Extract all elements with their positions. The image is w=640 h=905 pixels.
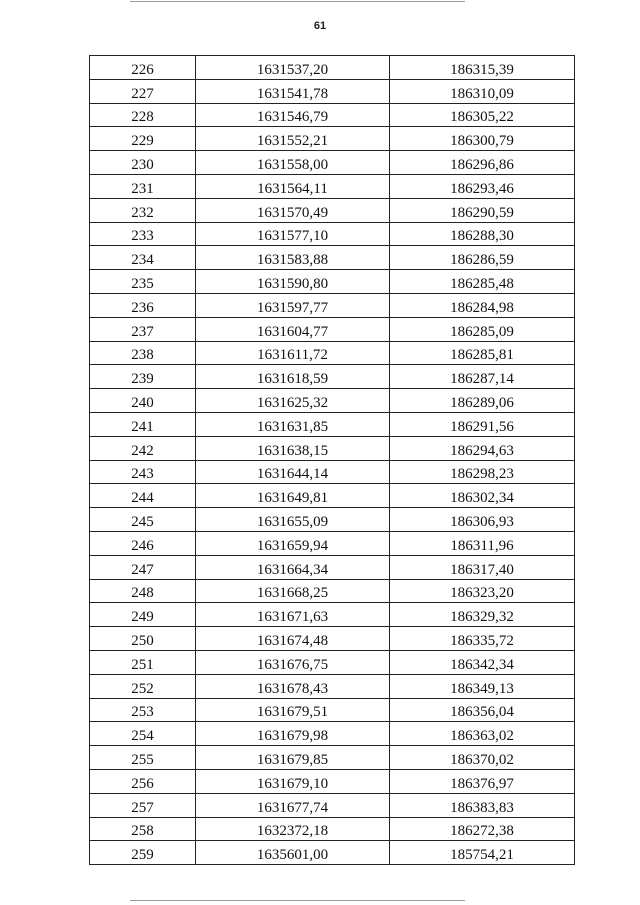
point-number-cell: 236	[90, 293, 196, 317]
point-number-cell: 228	[90, 103, 196, 127]
table-row	[90, 174, 575, 198]
table-row	[90, 817, 575, 841]
y-coordinate-cell: 186300,79	[390, 127, 575, 151]
table-row	[90, 484, 575, 508]
x-coordinate-cell: 1631679,51	[196, 698, 390, 722]
point-number-cell: 237	[90, 317, 196, 341]
y-coordinate-cell: 186291,56	[390, 412, 575, 436]
point-number-cell: 254	[90, 722, 196, 746]
point-number-cell: 233	[90, 222, 196, 246]
point-number-cell: 259	[90, 841, 196, 865]
point-number-cell: 232	[90, 198, 196, 222]
y-coordinate-cell: 186288,30	[390, 222, 575, 246]
table-row	[90, 555, 575, 579]
table-row	[90, 698, 575, 722]
table-row	[90, 79, 575, 103]
table-row	[90, 103, 575, 127]
x-coordinate-cell: 1635601,00	[196, 841, 390, 865]
point-number-cell: 248	[90, 579, 196, 603]
x-coordinate-cell: 1632372,18	[196, 817, 390, 841]
x-coordinate-cell: 1631558,00	[196, 151, 390, 175]
table-row	[90, 531, 575, 555]
x-coordinate-cell: 1631638,15	[196, 436, 390, 460]
point-number-cell: 255	[90, 746, 196, 770]
table-row	[90, 603, 575, 627]
x-coordinate-cell: 1631552,21	[196, 127, 390, 151]
table-row	[90, 389, 575, 413]
x-coordinate-cell: 1631541,78	[196, 79, 390, 103]
x-coordinate-cell: 1631625,32	[196, 389, 390, 413]
table-row	[90, 674, 575, 698]
y-coordinate-cell: 186342,34	[390, 650, 575, 674]
table-row	[90, 436, 575, 460]
point-number-cell: 234	[90, 246, 196, 270]
x-coordinate-cell: 1631664,34	[196, 555, 390, 579]
point-number-cell: 241	[90, 412, 196, 436]
point-number-cell: 256	[90, 769, 196, 793]
x-coordinate-cell: 1631644,14	[196, 460, 390, 484]
y-coordinate-cell: 186310,09	[390, 79, 575, 103]
point-number-cell: 247	[90, 555, 196, 579]
point-number-cell: 229	[90, 127, 196, 151]
x-coordinate-cell: 1631611,72	[196, 341, 390, 365]
y-coordinate-cell: 186349,13	[390, 674, 575, 698]
x-coordinate-cell: 1631679,85	[196, 746, 390, 770]
y-coordinate-cell: 185754,21	[390, 841, 575, 865]
table-row	[90, 722, 575, 746]
x-coordinate-cell: 1631679,10	[196, 769, 390, 793]
y-coordinate-cell: 186323,20	[390, 579, 575, 603]
table-row	[90, 460, 575, 484]
x-coordinate-cell: 1631679,98	[196, 722, 390, 746]
point-number-cell: 244	[90, 484, 196, 508]
x-coordinate-cell: 1631678,43	[196, 674, 390, 698]
point-number-cell: 226	[90, 56, 196, 80]
point-number-cell: 235	[90, 270, 196, 294]
point-number-cell: 257	[90, 793, 196, 817]
x-coordinate-cell: 1631583,88	[196, 246, 390, 270]
table-row	[90, 746, 575, 770]
table-row	[90, 650, 575, 674]
x-coordinate-cell: 1631659,94	[196, 531, 390, 555]
table-row	[90, 627, 575, 651]
table-row	[90, 56, 575, 80]
top-scan-rule	[130, 1, 465, 2]
table-row	[90, 270, 575, 294]
x-coordinate-cell: 1631577,10	[196, 222, 390, 246]
x-coordinate-cell: 1631570,49	[196, 198, 390, 222]
y-coordinate-cell: 186383,83	[390, 793, 575, 817]
y-coordinate-cell: 186376,97	[390, 769, 575, 793]
table-row	[90, 198, 575, 222]
y-coordinate-cell: 186284,98	[390, 293, 575, 317]
coordinates-table	[89, 55, 575, 865]
y-coordinate-cell: 186356,04	[390, 698, 575, 722]
y-coordinate-cell: 186315,39	[390, 56, 575, 80]
y-coordinate-cell: 186370,02	[390, 746, 575, 770]
table-row	[90, 579, 575, 603]
coordinates-table-body	[90, 56, 575, 865]
x-coordinate-cell: 1631537,20	[196, 56, 390, 80]
y-coordinate-cell: 186335,72	[390, 627, 575, 651]
y-coordinate-cell: 186285,09	[390, 317, 575, 341]
table-row	[90, 317, 575, 341]
y-coordinate-cell: 186305,22	[390, 103, 575, 127]
table-row	[90, 365, 575, 389]
table-row	[90, 841, 575, 865]
point-number-cell: 230	[90, 151, 196, 175]
table-row	[90, 341, 575, 365]
x-coordinate-cell: 1631649,81	[196, 484, 390, 508]
y-coordinate-cell: 186296,86	[390, 151, 575, 175]
x-coordinate-cell: 1631564,11	[196, 174, 390, 198]
y-coordinate-cell: 186285,81	[390, 341, 575, 365]
x-coordinate-cell: 1631590,80	[196, 270, 390, 294]
y-coordinate-cell: 186302,34	[390, 484, 575, 508]
y-coordinate-cell: 186287,14	[390, 365, 575, 389]
page-number: 61	[313, 20, 327, 32]
table-row	[90, 793, 575, 817]
y-coordinate-cell: 186329,32	[390, 603, 575, 627]
y-coordinate-cell: 186272,38	[390, 817, 575, 841]
x-coordinate-cell: 1631668,25	[196, 579, 390, 603]
point-number-cell: 251	[90, 650, 196, 674]
point-number-cell: 249	[90, 603, 196, 627]
y-coordinate-cell: 186363,02	[390, 722, 575, 746]
table-row	[90, 508, 575, 532]
x-coordinate-cell: 1631604,77	[196, 317, 390, 341]
x-coordinate-cell: 1631674,48	[196, 627, 390, 651]
y-coordinate-cell: 186306,93	[390, 508, 575, 532]
y-coordinate-cell: 186286,59	[390, 246, 575, 270]
y-coordinate-cell: 186285,48	[390, 270, 575, 294]
point-number-cell: 252	[90, 674, 196, 698]
point-number-cell: 246	[90, 531, 196, 555]
point-number-cell: 250	[90, 627, 196, 651]
point-number-cell: 253	[90, 698, 196, 722]
x-coordinate-cell: 1631677,74	[196, 793, 390, 817]
point-number-cell: 238	[90, 341, 196, 365]
x-coordinate-cell: 1631631,85	[196, 412, 390, 436]
x-coordinate-cell: 1631618,59	[196, 365, 390, 389]
table-row	[90, 769, 575, 793]
point-number-cell: 243	[90, 460, 196, 484]
table-row	[90, 246, 575, 270]
table-row	[90, 151, 575, 175]
table-row	[90, 127, 575, 151]
x-coordinate-cell: 1631597,77	[196, 293, 390, 317]
y-coordinate-cell: 186298,23	[390, 460, 575, 484]
y-coordinate-cell: 186311,96	[390, 531, 575, 555]
x-coordinate-cell: 1631676,75	[196, 650, 390, 674]
y-coordinate-cell: 186290,59	[390, 198, 575, 222]
y-coordinate-cell: 186289,06	[390, 389, 575, 413]
table-row	[90, 293, 575, 317]
x-coordinate-cell: 1631671,63	[196, 603, 390, 627]
point-number-cell: 231	[90, 174, 196, 198]
table-row	[90, 412, 575, 436]
point-number-cell: 245	[90, 508, 196, 532]
y-coordinate-cell: 186294,63	[390, 436, 575, 460]
point-number-cell: 239	[90, 365, 196, 389]
point-number-cell: 240	[90, 389, 196, 413]
x-coordinate-cell: 1631655,09	[196, 508, 390, 532]
y-coordinate-cell: 186317,40	[390, 555, 575, 579]
point-number-cell: 227	[90, 79, 196, 103]
table-row	[90, 222, 575, 246]
y-coordinate-cell: 186293,46	[390, 174, 575, 198]
point-number-cell: 242	[90, 436, 196, 460]
x-coordinate-cell: 1631546,79	[196, 103, 390, 127]
bottom-scan-rule	[130, 900, 465, 901]
point-number-cell: 258	[90, 817, 196, 841]
